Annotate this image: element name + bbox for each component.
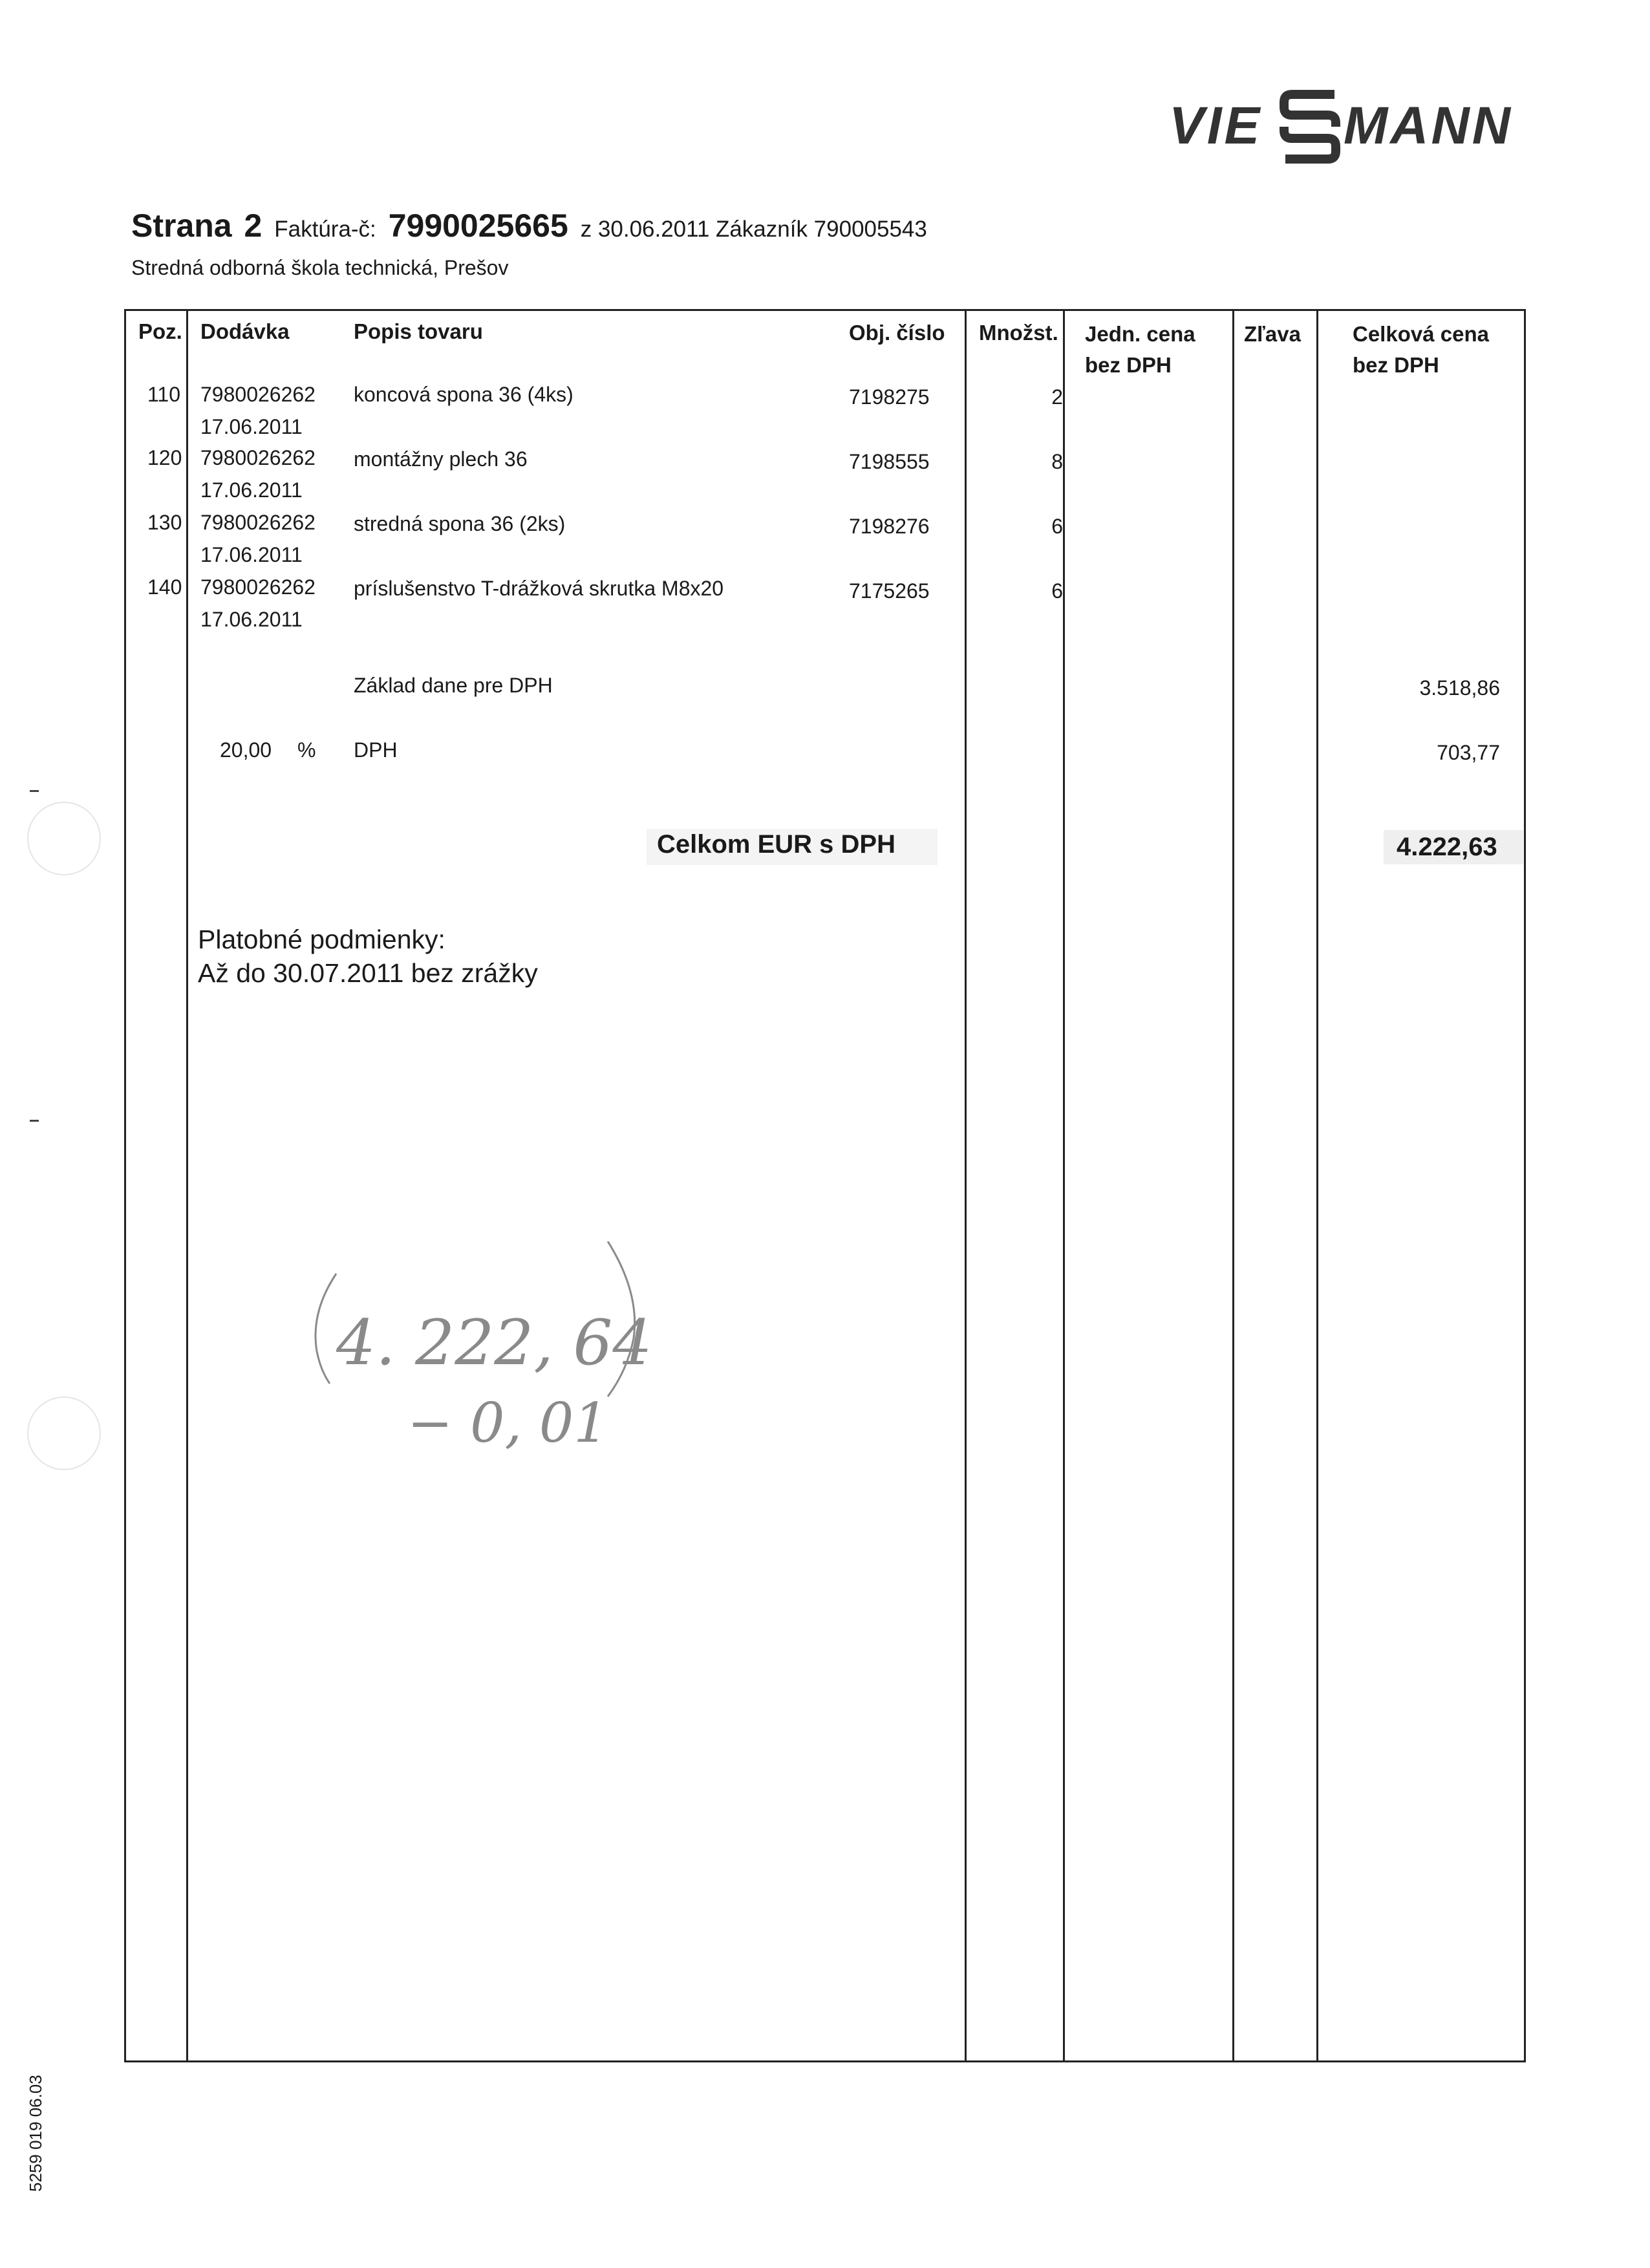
column-divider [965,309,967,2062]
col-header-popis: Popis tovaru [354,319,483,343]
invoice-header-line [131,207,927,244]
fold-mark [30,790,39,792]
row-delivery-number: 7980026262 [200,383,316,406]
customer-number: Zákazník 790005543 [715,217,927,242]
col-header-total-price: Celková cena [1353,322,1489,346]
invoice-date: z 30.06.2011 [580,217,710,242]
payment-terms-text: Až do 30.07.2011 bez zrážky [198,958,538,988]
col-header-poz: Poz. [138,319,182,343]
column-divider [1232,309,1234,2062]
col-header-dodavka: Dodávka [200,319,290,343]
viessmann-logo [1169,84,1513,168]
row-delivery-number: 7980026262 [200,511,316,534]
row-delivery-date: 17.06.2011 [200,608,303,631]
row-delivery-date: 17.06.2011 [200,478,303,502]
row-delivery-number: 7980026262 [200,446,316,469]
grand-total-label: Celkom EUR s DPH [657,830,895,859]
vat-label: DPH [354,738,398,762]
vat-percent-sign: % [297,738,316,762]
punch-hole [27,1396,101,1470]
row-quantity: 8 [1051,450,1063,473]
row-position: 140 [147,575,182,599]
row-delivery-date: 17.06.2011 [200,415,303,438]
form-code: 5259 019 06.03 [26,2075,45,2192]
fold-mark [30,1120,39,1122]
logo-double-s-icon [1278,88,1342,166]
logo-text-left: VIE [1169,96,1263,155]
row-delivery-date: 17.06.2011 [200,543,303,566]
punch-hole [27,802,101,875]
row-description: koncová spona 36 (4ks) [354,383,573,406]
row-quantity: 2 [1051,385,1063,409]
row-order-number: 7175265 [849,579,930,603]
vat-value: 703,77 [1437,741,1500,764]
column-divider [1316,309,1318,2062]
row-order-number: 7198275 [849,385,930,409]
row-position: 120 [147,446,182,469]
payment-terms-title: Platobné podmienky: [198,925,445,954]
tax-base-label: Základ dane pre DPH [354,674,553,697]
page-number: 2 [244,208,262,244]
handwritten-line-2: − 0, 01 [407,1391,608,1455]
page-label: Strana [131,208,232,244]
row-description: stredná spona 36 (2ks) [354,512,566,535]
row-position: 130 [147,511,182,534]
row-description: montážny plech 36 [354,447,528,471]
tax-base-value: 3.518,86 [1419,676,1500,700]
col-header-unit-price-sub: bez DPH [1085,353,1172,377]
col-header-obj: Obj. číslo [849,321,945,345]
col-header-unit-price: Jedn. cena [1085,322,1195,346]
invoice-label: Faktúra-č: [274,217,376,242]
grand-total-value: 4.222,63 [1384,830,1523,864]
logo-text-right: MANN [1344,96,1513,155]
column-divider [186,309,188,2062]
column-divider [1063,309,1065,2062]
row-quantity: 6 [1051,579,1063,603]
row-order-number: 7198555 [849,450,930,473]
invoice-number: 7990025665 [388,208,568,244]
invoice-table-frame [124,309,1526,2062]
row-order-number: 7198276 [849,515,930,538]
handwritten-line-1: 4. 222, 64 [336,1307,652,1379]
row-quantity: 6 [1051,515,1063,538]
row-delivery-number: 7980026262 [200,575,316,599]
recipient-name: Stredná odborná škola technická, Prešov [131,256,509,279]
col-header-discount: Zľava [1244,322,1301,346]
col-header-total-price-sub: bez DPH [1353,353,1439,377]
handwritten-note [304,1241,666,1455]
row-description: príslušenstvo T-drážková skrutka M8x20 [354,577,724,600]
col-header-mnozst: Množst. [979,321,1058,345]
vat-rate: 20,00 [220,738,272,762]
row-position: 110 [147,383,181,406]
